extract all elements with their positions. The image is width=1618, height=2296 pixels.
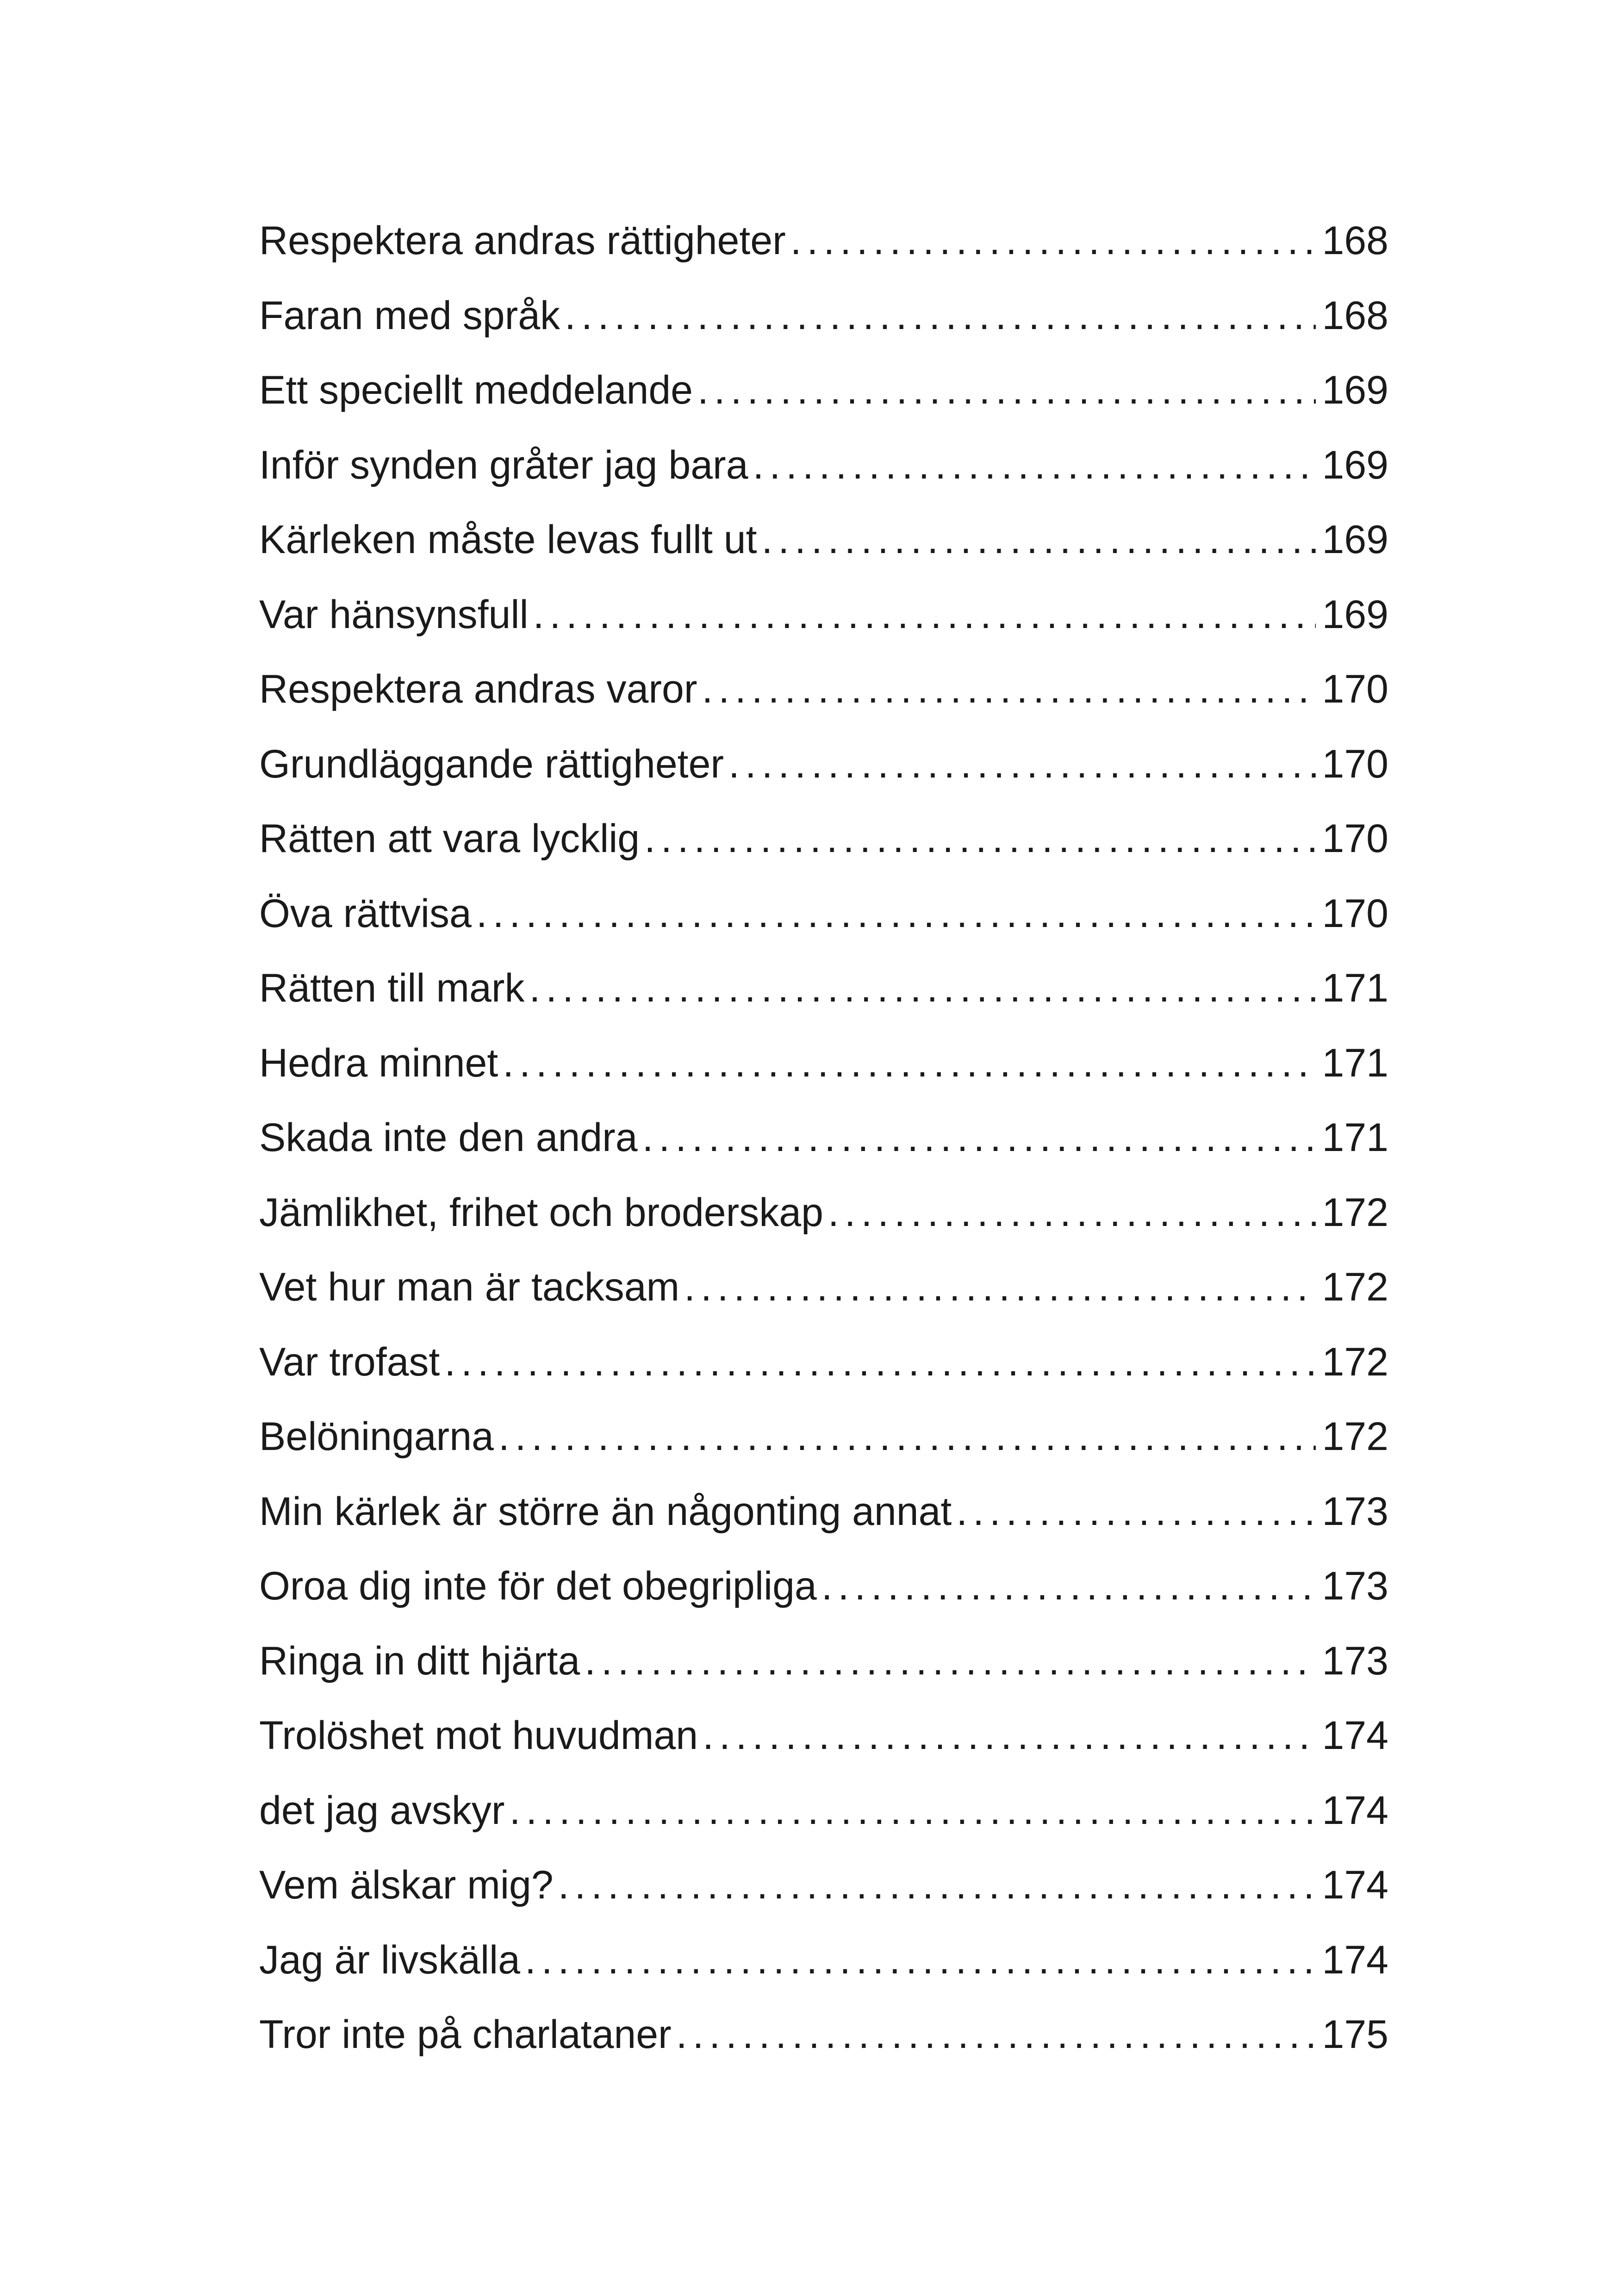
toc-entry-title: Respektera andras rättigheter — [259, 218, 786, 263]
toc-entry — [259, 1997, 1388, 2072]
toc-entry-title: Rätten till mark — [259, 966, 525, 1010]
toc-entry-title: Ringa in ditt hjärta — [259, 1638, 580, 1683]
toc-entry — [259, 578, 1388, 653]
toc-entry-title: Ett speciellt meddelande — [259, 368, 693, 412]
toc-dot-leader — [585, 1624, 1315, 1699]
toc-entry — [259, 1848, 1388, 1923]
toc-entry-page: 174 — [1322, 1863, 1388, 1907]
toc-entry — [259, 1325, 1388, 1400]
toc-entry-title: Respektera andras varor — [259, 667, 697, 711]
toc-entry-title: det jag avskyr — [259, 1788, 505, 1833]
toc-dot-leader — [821, 1549, 1316, 1624]
toc-entry-page: 171 — [1322, 1115, 1388, 1160]
toc-entry — [259, 1699, 1388, 1773]
toc-entry-page: 171 — [1322, 966, 1388, 1010]
toc-entry-title: Vem älskar mig? — [259, 1863, 554, 1907]
toc-dot-leader — [529, 951, 1316, 1026]
toc-entry-page: 168 — [1322, 218, 1388, 263]
toc-entry-title: Var trofast — [259, 1339, 440, 1384]
toc-entry-page: 172 — [1322, 1190, 1388, 1235]
toc-entry-page: 173 — [1322, 1489, 1388, 1534]
toc-entry-title: Jämlikhet, frihet och broderskap — [259, 1190, 823, 1235]
toc-entry-title: Öva rättvisa — [259, 891, 472, 936]
toc-entry — [259, 652, 1388, 727]
toc-entry-page: 172 — [1322, 1265, 1388, 1309]
toc-entry-title: Oroa dig inte för det obegripliga — [259, 1564, 817, 1608]
toc-entry — [259, 503, 1388, 578]
toc-entry-page: 168 — [1322, 293, 1388, 338]
toc-entry-title: Grundläggande rättigheter — [259, 741, 724, 786]
toc-entry — [259, 1250, 1388, 1325]
toc-entry — [259, 1773, 1388, 1848]
toc-dot-leader — [510, 1773, 1316, 1848]
toc-dot-leader — [703, 1699, 1315, 1773]
table-of-contents — [259, 204, 1388, 2072]
toc-entry-title: Jag är livskälla — [259, 1937, 520, 1982]
toc-entry — [259, 353, 1388, 428]
toc-dot-leader — [956, 1475, 1315, 1549]
toc-entry — [259, 1400, 1388, 1475]
toc-entry-title: Hedra minnet — [259, 1040, 498, 1085]
toc-entry — [259, 1176, 1388, 1251]
toc-entry — [259, 279, 1388, 354]
toc-entry-page: 169 — [1322, 517, 1388, 562]
toc-dot-leader — [697, 353, 1315, 428]
toc-entry-page: 172 — [1322, 1414, 1388, 1459]
toc-entry-title: Belöningarna — [259, 1414, 494, 1459]
toc-dot-leader — [790, 204, 1316, 279]
toc-entry-title: Tror inte på charlataner — [259, 2012, 672, 2057]
toc-entry — [259, 951, 1388, 1026]
toc-entry-page: 173 — [1322, 1638, 1388, 1683]
toc-entry-page: 174 — [1322, 1788, 1388, 1833]
toc-entry-title: Skada inte den andra — [259, 1115, 638, 1160]
toc-entry — [259, 428, 1388, 503]
toc-dot-leader — [565, 279, 1315, 354]
toc-dot-leader — [558, 1848, 1316, 1923]
toc-entry-title: Rätten att vara lycklig — [259, 816, 640, 861]
toc-entry-page: 170 — [1322, 816, 1388, 861]
toc-dot-leader — [684, 1250, 1315, 1325]
toc-entry-page: 170 — [1322, 741, 1388, 786]
toc-entry-page: 170 — [1322, 891, 1388, 936]
toc-entry-page: 174 — [1322, 1713, 1388, 1758]
toc-entry-title: Var hänsynsfull — [259, 592, 529, 637]
toc-entry-page: 172 — [1322, 1339, 1388, 1384]
toc-dot-leader — [498, 1400, 1316, 1475]
toc-entry — [259, 1624, 1388, 1699]
toc-dot-leader — [702, 652, 1315, 727]
toc-entry-page: 173 — [1322, 1564, 1388, 1608]
toc-dot-leader — [753, 428, 1316, 503]
toc-entry-title: Faran med språk — [259, 293, 560, 338]
toc-dot-leader — [503, 1026, 1315, 1101]
toc-entry-page: 171 — [1322, 1040, 1388, 1085]
toc-dot-leader — [828, 1176, 1316, 1251]
toc-dot-leader — [644, 802, 1315, 877]
toc-entry-title: Inför synden gråter jag bara — [259, 442, 748, 487]
toc-dot-leader — [444, 1325, 1315, 1400]
toc-entry — [259, 877, 1388, 952]
toc-dot-leader — [533, 578, 1316, 653]
toc-entry-page: 170 — [1322, 667, 1388, 711]
toc-entry-page: 175 — [1322, 2012, 1388, 2057]
toc-entry-page: 169 — [1322, 368, 1388, 412]
toc-entry-title: Min kärlek är större än någonting annat — [259, 1489, 952, 1534]
toc-dot-leader — [642, 1101, 1316, 1176]
toc-entry-page: 169 — [1322, 592, 1388, 637]
toc-entry — [259, 1101, 1388, 1176]
toc-entry-page: 169 — [1322, 442, 1388, 487]
toc-entry — [259, 204, 1388, 279]
toc-dot-leader — [762, 503, 1316, 578]
toc-entry-page: 174 — [1322, 1937, 1388, 1982]
toc-dot-leader — [476, 877, 1316, 952]
toc-entry — [259, 802, 1388, 877]
toc-entry — [259, 1475, 1388, 1549]
toc-entry — [259, 727, 1388, 802]
toc-entry-title: Trolöshet mot huvudman — [259, 1713, 698, 1758]
toc-entry — [259, 1549, 1388, 1624]
toc-dot-leader — [525, 1923, 1316, 1998]
toc-entry — [259, 1923, 1388, 1998]
toc-entry — [259, 1026, 1388, 1101]
toc-entry-title: Kärleken måste levas fullt ut — [259, 517, 757, 562]
toc-dot-leader — [728, 727, 1315, 802]
toc-entry-title: Vet hur man är tacksam — [259, 1265, 680, 1309]
toc-dot-leader — [676, 1997, 1316, 2072]
